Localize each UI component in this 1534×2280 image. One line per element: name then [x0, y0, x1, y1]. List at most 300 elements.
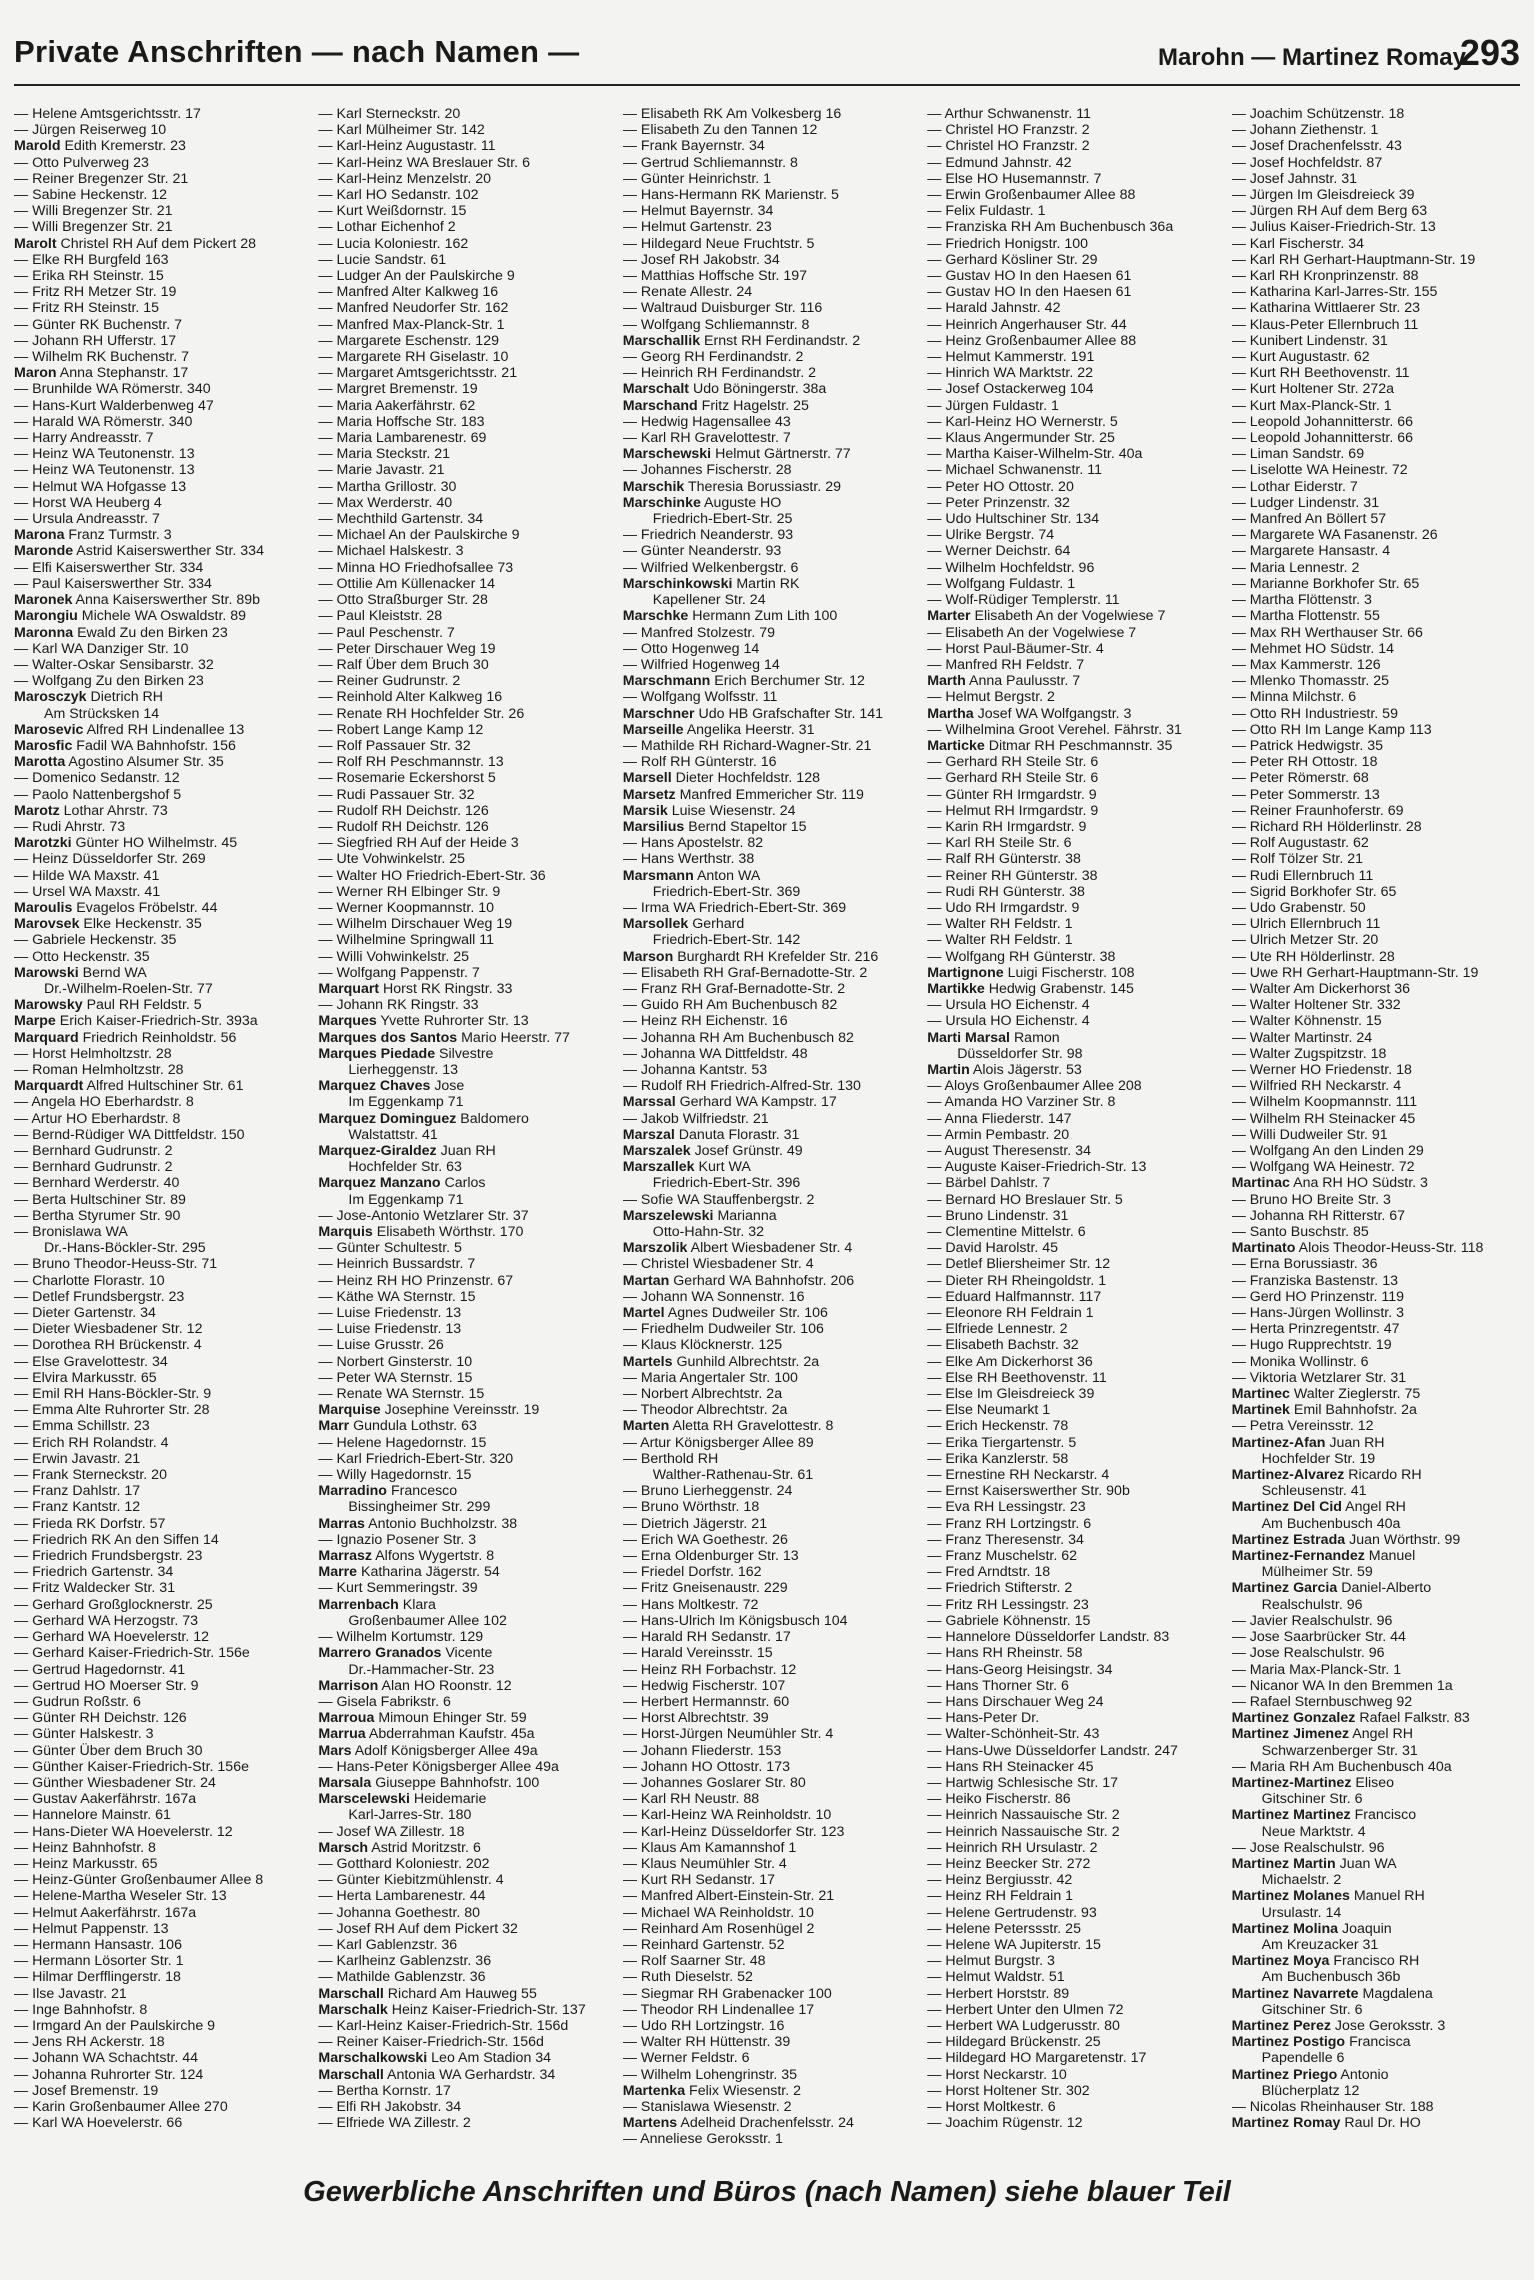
entry-text: — Wolf-Rüdiger Templerstr. 11 — [927, 592, 1120, 609]
surname: Marschinkowski — [622, 575, 733, 592]
entry-text: — Elfi RH Jakobstr. 34 — [318, 2098, 462, 2115]
entry-text: — Wolfgang Pappenstr. 7 — [318, 964, 480, 981]
directory-entry — [623, 1807, 915, 1823]
directory-entry — [927, 106, 1219, 122]
entry-text: — Willi Bregenzer Str. 21 — [14, 203, 173, 220]
surname: Marowski — [14, 964, 79, 981]
directory-entry — [927, 932, 1219, 948]
entry-text: Lothar Ahrstr. 73 — [63, 802, 168, 819]
directory-entry — [1232, 900, 1524, 916]
directory-entry — [623, 2115, 915, 2131]
directory-entry — [927, 1953, 1219, 1969]
entry-text: — Joachim Schützenstr. 18 — [1231, 106, 1405, 122]
entry-text: Astrid Kaiserswerther Str. 334 — [76, 543, 264, 560]
entry-text: — Sabine Heckenstr. 12 — [14, 187, 167, 204]
directory-entry — [623, 236, 915, 252]
directory-entry — [927, 657, 1219, 673]
directory-entry — [1232, 2099, 1524, 2115]
entry-text: — Karl-Heinz WA Reinholdstr. 10 — [622, 1807, 832, 1824]
directory-entry — [14, 1240, 306, 1256]
directory-entry — [1232, 1921, 1524, 1937]
directory-entry — [927, 1710, 1219, 1726]
entry-text: — Maria Lennestr. 2 — [1231, 559, 1360, 576]
directory-entry — [1232, 997, 1524, 1013]
directory-entry — [927, 1807, 1219, 1823]
surname: Marotz — [14, 802, 60, 819]
directory-entry — [1232, 1597, 1524, 1613]
entry-text: — Wilhelm Kortumstr. 129 — [318, 1629, 484, 1646]
directory-entry — [623, 1888, 915, 1904]
surname: Marquez Manzano — [318, 1175, 441, 1192]
directory-entry — [14, 657, 306, 673]
surname: Marschalk — [318, 2001, 388, 2018]
directory-entry — [318, 1759, 610, 1775]
directory-entry — [1232, 462, 1524, 478]
entry-text: — Maria Lambarenestr. 69 — [318, 430, 487, 447]
entry-text: — Inge Bahnhofstr. 8 — [14, 2001, 148, 2018]
entry-text: Alan HO Roonstr. 12 — [381, 1677, 512, 1694]
directory-entry — [623, 1305, 915, 1321]
entry-text: Udo HB Grafschafter Str. 141 — [698, 705, 884, 722]
entry-text: — Ursula HO Eichenstr. 4 — [927, 997, 1090, 1014]
entry-text: — Karl WA Hoevelerstr. 66 — [14, 2115, 183, 2132]
entry-text: — Ursula HO Eichenstr. 4 — [927, 1013, 1090, 1030]
entry-text: Paul RH Feldstr. 5 — [86, 997, 202, 1014]
entry-text: — Martha Kaiser-Wilhelm-Str. 40a — [927, 446, 1143, 463]
directory-entry — [927, 543, 1219, 559]
directory-entry — [623, 787, 915, 803]
entry-text: — Fritz RH Steinstr. 15 — [14, 300, 160, 317]
entry-text: — Irma WA Friedrich-Ebert-Str. 369 — [622, 899, 847, 916]
surname: Marquis — [318, 1224, 373, 1241]
directory-entry — [1232, 2034, 1524, 2050]
entry-text: — Günter Neanderstr. 93 — [622, 543, 782, 560]
surname: Marquez Chaves — [318, 1078, 431, 1095]
entry-text: — Artur Königsberger Allee 89 — [622, 1434, 814, 1451]
surname: Marquardt — [14, 1078, 84, 1095]
directory-entry — [623, 900, 915, 916]
directory-entry — [623, 673, 915, 689]
surname: Marssal — [622, 1094, 676, 1111]
entry-text: Joaquin — [1341, 1920, 1392, 1937]
entry-continuation: Am Buchenbusch 36b — [1261, 1969, 1401, 1986]
directory-entry — [1232, 965, 1524, 981]
surname: Marschallik — [622, 332, 701, 349]
directory-entry — [318, 1094, 610, 1110]
directory-entry — [1232, 1256, 1524, 1272]
entry-text: — Käthe WA Sternstr. 15 — [318, 1288, 476, 1305]
directory-entry — [623, 770, 915, 786]
directory-entry — [14, 1937, 306, 1953]
entry-text: — Werner RH Elbinger Str. 9 — [318, 883, 501, 900]
entry-text: Luigi Fischerstr. 108 — [1007, 964, 1135, 981]
directory-entry — [318, 1321, 610, 1337]
entry-text: — Horst Helmholtzstr. 28 — [14, 1045, 172, 1062]
directory-entry — [927, 317, 1219, 333]
entry-text: — Mlenko Thomasstr. 25 — [1231, 673, 1390, 690]
entry-text: — Günter Kiebitzmühlenstr. 4 — [318, 1872, 504, 1889]
entry-text: — Ute RH Hölderlinstr. 28 — [1231, 948, 1395, 965]
directory-entry — [1232, 1402, 1524, 1418]
directory-entry — [318, 543, 610, 559]
directory-entry — [14, 1386, 306, 1402]
directory-entry — [318, 932, 610, 948]
entry-text: — Johann WA Sonnenstr. 16 — [622, 1288, 805, 1305]
entry-text: — Karl-Heinz WA Breslauer Str. 6 — [318, 154, 530, 171]
directory-entry — [623, 1046, 915, 1062]
entry-text: — Gotthard Koloniestr. 202 — [318, 1855, 490, 1872]
entry-text: — Charlotte Florastr. 10 — [14, 1272, 165, 1289]
directory-entry — [927, 1516, 1219, 1532]
directory-entry — [14, 1370, 306, 1386]
entry-continuation: Ursulastr. 14 — [1261, 1904, 1342, 1921]
entry-text: Emil Bahnhofstr. 2a — [1293, 1402, 1417, 1419]
entry-text: — Johann RH Ufferstr. 17 — [14, 332, 177, 349]
directory-entry — [14, 1743, 306, 1759]
directory-entry — [318, 252, 610, 268]
directory-entry — [14, 284, 306, 300]
surname: Marschand — [622, 397, 698, 414]
entry-text: — Rolf Augustastr. 62 — [1231, 835, 1369, 852]
entry-text: — Hannelore Düsseldorfer Landstr. 83 — [927, 1629, 1170, 1646]
directory-entry — [1232, 1435, 1524, 1451]
directory-entry — [927, 236, 1219, 252]
directory-entry — [623, 1937, 915, 1953]
directory-entry — [927, 479, 1219, 495]
directory-entry — [14, 1856, 306, 1872]
directory-entry — [1232, 398, 1524, 414]
entry-text: — Helene-Martha Weseler Str. 13 — [14, 1888, 227, 1905]
directory-entry — [927, 1597, 1219, 1613]
surname: Maronna — [14, 624, 74, 641]
directory-entry — [623, 981, 915, 997]
directory-entry — [623, 317, 915, 333]
entry-text: — Siegfried RH Auf der Heide 3 — [318, 835, 519, 852]
entry-text: Gundula Lothstr. 63 — [353, 1418, 477, 1435]
entry-text: Michele WA Oswaldstr. 89 — [81, 608, 247, 625]
entry-text: — Sofie WA Stauffenbergstr. 2 — [622, 1191, 815, 1208]
entry-text: — Kunibert Lindenstr. 31 — [1231, 332, 1388, 349]
entry-text: — Dieter RH Rheingoldstr. 1 — [927, 1272, 1107, 1289]
directory-entry — [623, 1905, 915, 1921]
entry-text: — Rudi RH Günterstr. 38 — [927, 883, 1085, 900]
directory-entry — [14, 122, 306, 138]
entry-text: — Friedrich Frundsbergstr. 23 — [14, 1548, 203, 1565]
directory-entry — [1232, 1953, 1524, 1969]
directory-entry — [1232, 2002, 1524, 2018]
entry-text: Josef WA Wolfgangstr. 3 — [977, 705, 1132, 722]
surname: Marschik — [622, 478, 685, 495]
entry-text: — Ralf Über dem Bruch 30 — [318, 656, 489, 673]
directory-entry — [318, 300, 610, 316]
entry-text: Gerhard WA Bahnhofstr. 206 — [673, 1272, 855, 1289]
directory-entry — [318, 1905, 610, 1921]
entry-text: — Max RH Werthauser Str. 66 — [1231, 624, 1423, 641]
entry-text: — Walter Martinstr. 24 — [1231, 1029, 1373, 1046]
entry-text: — Hans Dirschauer Weg 24 — [927, 1693, 1104, 1710]
entry-text: — Helene Amtsgerichtsstr. 17 — [14, 106, 201, 122]
directory-entry — [318, 1337, 610, 1353]
entry-text: — Harald Jahnstr. 42 — [927, 300, 1061, 317]
directory-entry — [927, 592, 1219, 608]
entry-text: — Franz Dahlstr. 17 — [14, 1483, 141, 1500]
directory-entry — [1232, 1743, 1524, 1759]
directory-entry — [1232, 722, 1524, 738]
entry-text: — Bruno Lindenstr. 31 — [927, 1207, 1069, 1224]
entry-continuation: Michaelstr. 2 — [1261, 1872, 1342, 1889]
directory-entry — [927, 2099, 1219, 2115]
directory-entry — [1232, 1872, 1524, 1888]
entry-text: — Ludger An der Paulskirche 9 — [318, 268, 515, 285]
directory-entry — [623, 300, 915, 316]
directory-entry — [318, 333, 610, 349]
directory-entry — [1232, 1678, 1524, 1694]
entry-text: — Karl-Heinz Menzelstr. 20 — [318, 170, 492, 187]
entry-text: — Gerhard Großglocknerstr. 25 — [14, 1596, 213, 1613]
entry-text: — Mechthild Gartenstr. 34 — [318, 511, 484, 528]
directory-entry — [623, 495, 915, 511]
directory-entry — [927, 1321, 1219, 1337]
entry-text: — Elisabeth Zu den Tannen 12 — [622, 122, 818, 139]
entry-text: — Günter RK Buchenstr. 7 — [14, 316, 182, 333]
surname: Marsetz — [622, 786, 676, 803]
surname: Marter — [927, 608, 971, 625]
entry-text: — Wilhelm Dirschauer Weg 19 — [318, 916, 513, 933]
directory-entry — [14, 1483, 306, 1499]
directory-entry — [14, 1224, 306, 1240]
directory-entry — [927, 1905, 1219, 1921]
directory-entry — [1232, 1078, 1524, 1094]
surname: Marti Marsal — [927, 1029, 1010, 1046]
directory-entry — [14, 1580, 306, 1596]
entry-text: — Anneliese Geroksstr. 1 — [622, 2131, 783, 2146]
entry-text: — Margarete RH Giselastr. 10 — [318, 349, 509, 366]
directory-entry — [14, 592, 306, 608]
directory-entry — [927, 1305, 1219, 1321]
entry-text: — Heinrich RH Ursulastr. 2 — [927, 1839, 1098, 1856]
entry-text: — Lothar Eichenhof 2 — [318, 219, 456, 236]
directory-entry — [14, 1564, 306, 1580]
entry-text: Erich Kaiser-Friedrich-Str. 393a — [59, 1013, 258, 1030]
entry-text: — Martha Flöttenstr. 3 — [1231, 592, 1372, 609]
entry-text: — Elfriede WA Zillestr. 2 — [318, 2115, 471, 2132]
entry-text: — Berthold RH — [622, 1450, 719, 1467]
directory-entry — [318, 268, 610, 284]
directory-entry — [927, 1629, 1219, 1645]
entry-text: Auguste HO — [704, 494, 782, 511]
surname: Marson — [622, 948, 674, 965]
directory-entry — [14, 819, 306, 835]
entry-text: — Ilse Javastr. 21 — [14, 1985, 127, 2002]
entry-text: — Heinrich Nassauische Str. 2 — [927, 1807, 1120, 1824]
directory-entry — [623, 1613, 915, 1629]
entry-text: — Erna Oldenburger Str. 13 — [622, 1548, 799, 1565]
entry-text: — Hans-Dieter WA Hoevelerstr. 12 — [14, 1823, 233, 1840]
directory-entry — [927, 398, 1219, 414]
directory-entry — [927, 430, 1219, 446]
directory-entry — [623, 1743, 915, 1759]
entry-text: Elisabeth Wörthstr. 170 — [376, 1224, 524, 1241]
entry-text: — Elisabeth An der Vogelwiese 7 — [927, 624, 1137, 641]
entry-text: Juan WA — [1339, 1855, 1397, 1872]
column-3 — [623, 106, 915, 2146]
directory-entry — [318, 1986, 610, 2002]
directory-entry — [14, 1402, 306, 1418]
entry-continuation: Friedrich-Ebert-Str. 142 — [652, 932, 801, 949]
entry-text: — Hans-Georg Heisingstr. 34 — [927, 1661, 1113, 1678]
entry-text: — Günther Kaiser-Friedrich-Str. 156e — [14, 1758, 249, 1775]
directory-entry — [318, 1273, 610, 1289]
entry-text: — Hannelore Mainstr. 61 — [14, 1807, 171, 1824]
directory-entry — [318, 1499, 610, 1515]
surname: Marsilius — [622, 818, 685, 835]
directory-entry — [623, 1564, 915, 1580]
entry-text: — Rolf Passauer Str. 32 — [318, 737, 471, 754]
directory-entry — [1232, 706, 1524, 722]
directory-entry — [318, 1532, 610, 1548]
directory-entry — [1232, 916, 1524, 932]
entry-text: Richard Am Hauweg 55 — [387, 1985, 537, 2002]
directory-entry — [318, 1678, 610, 1694]
entry-text: — Ralf RH Günterstr. 38 — [927, 851, 1081, 868]
entry-text: — Erwin Javastr. 21 — [14, 1450, 141, 1467]
entry-text: — Minna Milchstr. 6 — [1231, 689, 1357, 706]
entry-text: — Erwin Großenbaumer Allee 88 — [927, 187, 1136, 204]
directory-entry — [1232, 1418, 1524, 1434]
directory-entry — [927, 689, 1219, 705]
entry-text: — Franz Theresenstr. 34 — [927, 1531, 1084, 1548]
directory-entry — [14, 1759, 306, 1775]
surname: Marschall — [318, 1985, 384, 2002]
surname: Marques — [318, 1013, 377, 1030]
directory-entry — [623, 203, 915, 219]
entry-text: — Helmut Bayernstr. 34 — [622, 203, 774, 220]
entry-text: Kurt WA — [698, 1159, 751, 1176]
directory-entry — [318, 1775, 610, 1791]
entry-text: — Gustav HO In den Haesen 61 — [927, 284, 1132, 301]
directory-entry — [14, 770, 306, 786]
directory-entry — [14, 1905, 306, 1921]
directory-entry — [1232, 1175, 1524, 1191]
entry-text: — Helmut Aakerfährstr. 167a — [14, 1904, 197, 1921]
entry-text: — Bernhard Werderstr. 40 — [14, 1175, 180, 1192]
entry-text: — Maria Max-Planck-Str. 1 — [1231, 1661, 1402, 1678]
directory-entry — [927, 1467, 1219, 1483]
entry-text: — Johanna RH Am Buchenbusch 82 — [622, 1029, 854, 1046]
entry-text: — Guido RH Am Buchenbusch 82 — [622, 997, 838, 1014]
surname: Marolt — [14, 235, 57, 252]
entry-text: — Reinhold Alter Kalkweg 16 — [318, 689, 503, 706]
surname: Martinez Moya — [1231, 1953, 1330, 1970]
entry-text: — Heinz WA Teutonenstr. 13 — [14, 462, 195, 479]
entry-text: — Manfred An Böllert 57 — [1231, 511, 1387, 528]
entry-text: — Willi Bregenzer Str. 21 — [14, 219, 173, 236]
directory-entry — [1232, 1580, 1524, 1596]
entry-text: — Margret Bremenstr. 19 — [318, 381, 478, 398]
directory-entry — [318, 592, 610, 608]
directory-entry — [318, 1143, 610, 1159]
entry-text: Horst RK Ringstr. 33 — [383, 980, 513, 997]
directory-entry — [1232, 1710, 1524, 1726]
directory-entry — [927, 738, 1219, 754]
directory-entry — [318, 851, 610, 867]
entry-text: — Klaus-Peter Ellernbruch 11 — [1231, 316, 1419, 333]
directory-entry — [927, 1111, 1219, 1127]
entry-text: — Gertrud HO Moerser Str. 9 — [14, 1677, 199, 1694]
directory-entry — [623, 511, 915, 527]
directory-entry — [318, 495, 610, 511]
directory-entry — [927, 1143, 1219, 1159]
entry-text: — Günter Schultestr. 5 — [318, 1240, 462, 1257]
column-2 — [318, 106, 610, 2146]
entry-text: — Karl RH Kronprinzenstr. 88 — [1231, 268, 1419, 285]
directory-entry — [927, 1645, 1219, 1661]
directory-entry — [14, 236, 306, 252]
surname: Marszalek — [622, 1143, 691, 1159]
entry-text: Felix Wiesenstr. 2 — [689, 2082, 802, 2099]
entry-text: — Herta Lambarenestr. 44 — [318, 1888, 486, 1905]
entry-text: — Günter Über dem Bruch 30 — [14, 1742, 203, 1759]
directory-entry — [318, 900, 610, 916]
directory-entry — [1232, 1662, 1524, 1678]
directory-entry — [623, 1629, 915, 1645]
surname: Marrison — [318, 1677, 379, 1694]
directory-entry — [927, 268, 1219, 284]
directory-entry — [927, 1030, 1219, 1046]
directory-entry — [14, 1597, 306, 1613]
entry-text: — Eleonore RH Feldrain 1 — [927, 1305, 1094, 1322]
entry-text: — Bärbel Dahlstr. 7 — [927, 1175, 1051, 1192]
entry-text: Magdalena — [1362, 1985, 1433, 2002]
directory-entry — [14, 754, 306, 770]
directory-entry — [927, 965, 1219, 981]
entry-text: — Paolo Nattenbergshof 5 — [14, 786, 182, 803]
entry-text: — Werner Feldstr. 6 — [622, 2050, 750, 2067]
entry-text: — Frieda RK Dorfstr. 57 — [14, 1515, 166, 1532]
directory-entry — [318, 1127, 610, 1143]
directory-entry — [1232, 1840, 1524, 1856]
entry-text: Helmut Gärtnerstr. 77 — [715, 446, 851, 463]
directory-entry — [1232, 527, 1524, 543]
entry-text: — Josef WA Zillestr. 18 — [318, 1823, 465, 1840]
directory-entry — [623, 1824, 915, 1840]
entry-text: — Gertrud Hagedornstr. 41 — [14, 1661, 186, 1678]
directory-entry — [927, 560, 1219, 576]
entry-continuation: Bissingheimer Str. 299 — [348, 1499, 491, 1516]
entry-text: — Josef Drachenfelsstr. 43 — [1231, 138, 1402, 155]
entry-text: — Rolf RH Peschmannstr. 13 — [318, 754, 504, 771]
entry-text: — Hedwig Hagensallee 43 — [622, 413, 791, 430]
directory-entry — [14, 1143, 306, 1159]
entry-text: — Heinz Bergiusstr. 42 — [927, 1872, 1073, 1889]
directory-entry — [14, 900, 306, 916]
directory-entry — [623, 641, 915, 657]
directory-entry — [623, 479, 915, 495]
directory-entry — [927, 300, 1219, 316]
directory-entry — [318, 1224, 610, 1240]
entry-text: — Elfriede Lennestr. 2 — [927, 1321, 1068, 1338]
directory-entry — [318, 560, 610, 576]
directory-entry — [1232, 1030, 1524, 1046]
entry-continuation: Walther-Rathenau-Str. 61 — [652, 1467, 814, 1484]
directory-entry — [623, 689, 915, 705]
directory-entry — [927, 1726, 1219, 1742]
directory-entry — [14, 1046, 306, 1062]
entry-text: — Fritz RH Metzer Str. 19 — [14, 284, 177, 301]
directory-entry — [1232, 673, 1524, 689]
directory-entry — [623, 997, 915, 1013]
entry-text: Ernst RH Ferdinandstr. 2 — [704, 332, 861, 349]
